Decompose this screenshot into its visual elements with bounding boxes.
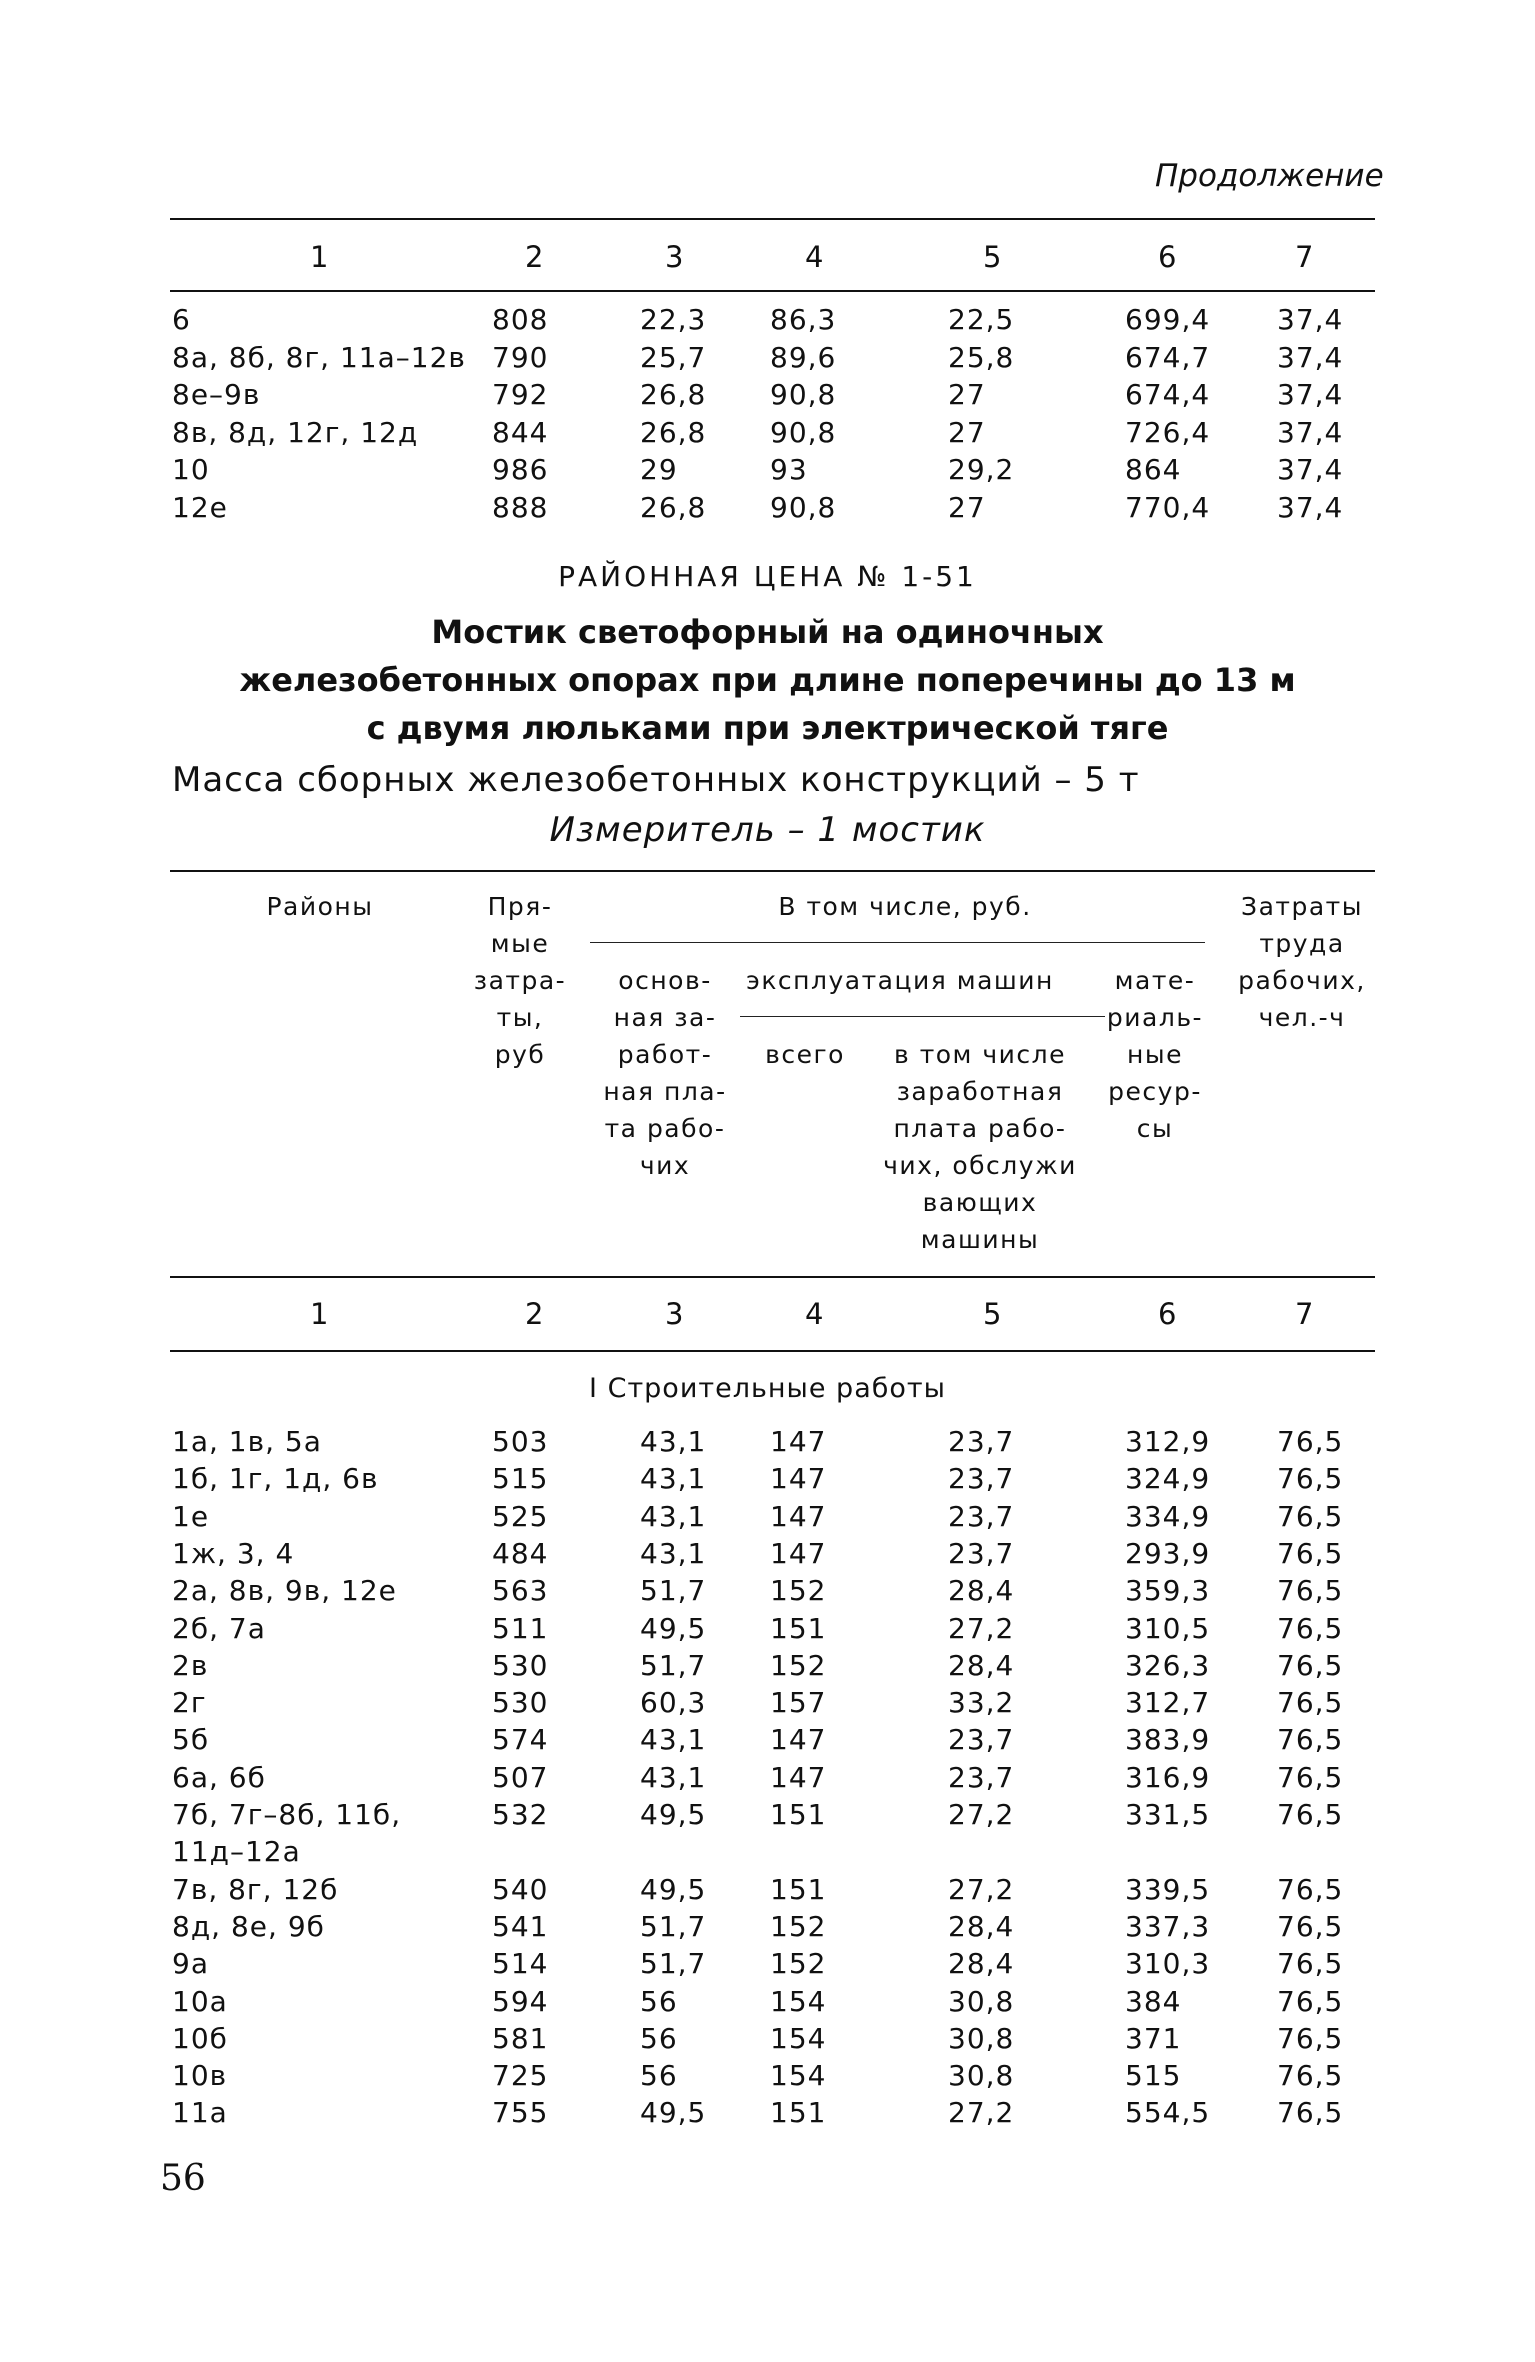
value-cell: 755 (492, 2096, 549, 2130)
value-cell: 339,5 (1125, 1872, 1211, 1906)
value-cell: 76,5 (1277, 1686, 1344, 1720)
value-cell: 792 (492, 378, 549, 411)
value-cell: 484 (492, 1536, 549, 1570)
value-cell: 147 (770, 1499, 827, 1533)
value-cell: 147 (770, 1723, 827, 1757)
value-cell: 37,4 (1277, 378, 1344, 411)
region-cell: 10 (172, 453, 210, 486)
value-cell: 37,4 (1277, 303, 1344, 336)
value-cell: 22,5 (948, 303, 1015, 336)
value-cell: 503 (492, 1425, 549, 1458)
value-cell: 334,9 (1125, 1499, 1211, 1533)
value-cell: 37,4 (1277, 490, 1344, 524)
value-cell: 25,8 (948, 340, 1015, 374)
value-cell: 525 (492, 1499, 549, 1533)
value-cell: 56 (640, 2021, 678, 2055)
region-cell: 5б (172, 1723, 210, 1757)
region-cell: 2г (172, 1686, 207, 1720)
value-cell: 76,5 (1277, 1798, 1344, 1831)
value-cell: 43,1 (640, 1536, 707, 1570)
value-cell: 293,9 (1125, 1536, 1211, 1570)
table1-top-rule (170, 218, 1375, 220)
value-cell: 530 (492, 1648, 549, 1682)
table-row (0, 2096, 1535, 2133)
table2-top-rule (170, 870, 1375, 872)
value-cell: 76,5 (1277, 1909, 1344, 1943)
value-cell: 23,7 (948, 1723, 1015, 1757)
value-cell: 76,5 (1277, 1648, 1344, 1682)
value-cell: 790 (492, 340, 549, 374)
value-cell: 808 (492, 303, 549, 336)
region-cell: 8е–9в (172, 378, 261, 411)
table-row (0, 1649, 1535, 1686)
value-cell: 37,4 (1277, 453, 1344, 486)
value-cell: 76,5 (1277, 2096, 1344, 2130)
region-cell: 1е (172, 1499, 210, 1533)
region-cell: 10а (172, 1984, 228, 2018)
value-cell: 147 (770, 1425, 827, 1458)
value-cell: 49,5 (640, 2096, 707, 2130)
value-cell: 90,8 (770, 415, 837, 449)
section-title: I Строительные работы (589, 1373, 946, 1404)
value-cell: 23,7 (948, 1536, 1015, 1570)
value-cell: 151 (770, 1611, 827, 1645)
header-direct-costs: Пря- мые затра- ты, руб (473, 892, 567, 1069)
value-cell: 76,5 (1277, 1425, 1344, 1458)
table2-col-7: 7 (1295, 1297, 1314, 1331)
value-cell: 23,7 (948, 1462, 1015, 1496)
region-cell: 11а (172, 2096, 228, 2130)
value-cell: 152 (770, 1648, 827, 1682)
title-line-1: Мостик светофорный на одиночных (431, 613, 1104, 651)
value-cell: 76,5 (1277, 1611, 1344, 1645)
value-cell: 725 (492, 2059, 549, 2093)
table2-col-4: 4 (805, 1297, 824, 1331)
header-machines: эксплуатация машин (746, 966, 1054, 995)
value-cell: 563 (492, 1574, 549, 1608)
table-row (0, 1873, 1535, 1910)
region-cell: 6 (172, 303, 191, 336)
value-cell: 147 (770, 1462, 827, 1496)
value-cell: 515 (1125, 2059, 1182, 2093)
region-cell: 10б (172, 2021, 228, 2055)
page-number: 56 (160, 2158, 206, 2199)
value-cell: 312,9 (1125, 1425, 1211, 1458)
value-cell: 554,5 (1125, 2096, 1211, 2130)
value-cell: 27,2 (948, 2096, 1015, 2130)
value-cell: 326,3 (1125, 1648, 1211, 1682)
value-cell: 76,5 (1277, 1723, 1344, 1757)
header-machine-wage: в том числе заработная плата рабо- чих, обслужи вающих машины (883, 1040, 1077, 1254)
region-cell: 2б, 7а (172, 1611, 266, 1645)
table1-col-4: 4 (805, 240, 824, 274)
value-cell: 532 (492, 1798, 549, 1831)
header-rule-machines (740, 1016, 1105, 1017)
region-cell: 1ж, 3, 4 (172, 1536, 295, 1570)
value-cell: 26,8 (640, 378, 707, 411)
value-cell: 154 (770, 2021, 827, 2055)
value-cell: 43,1 (640, 1462, 707, 1496)
table2-col-3: 3 (665, 1297, 684, 1331)
value-cell: 154 (770, 2059, 827, 2093)
value-cell: 312,7 (1125, 1686, 1211, 1720)
value-cell: 726,4 (1125, 415, 1211, 449)
value-cell: 147 (770, 1536, 827, 1570)
table2-col-2: 2 (525, 1297, 544, 1331)
value-cell: 540 (492, 1872, 549, 1906)
value-cell: 76,5 (1277, 1499, 1344, 1533)
table-row (0, 491, 1535, 528)
table1-header-rule (170, 290, 1375, 292)
region-cell: 9а (172, 1947, 209, 1981)
value-cell: 76,5 (1277, 1536, 1344, 1570)
value-cell: 511 (492, 1611, 549, 1645)
value-cell: 33,2 (948, 1686, 1015, 1720)
value-cell: 674,4 (1125, 378, 1211, 411)
value-cell: 86,3 (770, 303, 837, 336)
table1-col-2: 2 (525, 240, 544, 274)
value-cell: 986 (492, 453, 549, 486)
value-cell: 76,5 (1277, 1984, 1344, 2018)
value-cell: 76,5 (1277, 1760, 1344, 1794)
region-cell: 1а, 1в, 5а (172, 1425, 322, 1458)
value-cell: 316,9 (1125, 1760, 1211, 1794)
value-cell: 76,5 (1277, 1947, 1344, 1981)
value-cell: 23,7 (948, 1499, 1015, 1533)
value-cell: 147 (770, 1760, 827, 1794)
table-row (0, 1723, 1535, 1760)
header-materials: мате- риаль- ные ресур- сы (1106, 966, 1204, 1143)
table-row (0, 378, 1535, 415)
value-cell: 51,7 (640, 1648, 707, 1682)
value-cell: 514 (492, 1947, 549, 1981)
value-cell: 157 (770, 1686, 827, 1720)
region-cell: 7б, 7г–8б, 11б, (172, 1798, 402, 1831)
value-cell: 384 (1125, 1984, 1182, 2018)
value-cell: 844 (492, 415, 549, 449)
value-cell: 29,2 (948, 453, 1015, 486)
value-cell: 152 (770, 1947, 827, 1981)
table-row (0, 1835, 1535, 1872)
region-cell: 2в (172, 1648, 209, 1682)
value-cell: 51,7 (640, 1947, 707, 1981)
header-regions: Районы (266, 892, 374, 921)
table2-col-6: 6 (1158, 1297, 1177, 1331)
value-cell: 27,2 (948, 1798, 1015, 1831)
value-cell: 530 (492, 1686, 549, 1720)
table-row (0, 341, 1535, 378)
value-cell: 93 (770, 453, 808, 486)
value-cell: 515 (492, 1462, 549, 1496)
value-cell: 22,3 (640, 303, 707, 336)
region-cell: 12е (172, 490, 228, 524)
value-cell: 310,5 (1125, 1611, 1211, 1645)
table1-col-7: 7 (1295, 240, 1314, 274)
value-cell: 56 (640, 2059, 678, 2093)
value-cell: 383,9 (1125, 1723, 1211, 1757)
table2-col-1: 1 (310, 1297, 329, 1331)
header-base-wage: основ- ная за- работ- ная пла- та рабо- чих (603, 966, 727, 1180)
value-cell: 581 (492, 2021, 549, 2055)
value-cell: 30,8 (948, 2059, 1015, 2093)
header-rule-including (590, 942, 1205, 943)
value-cell: 90,8 (770, 378, 837, 411)
value-cell: 43,1 (640, 1499, 707, 1533)
table-row (0, 1537, 1535, 1574)
value-cell: 76,5 (1277, 1574, 1344, 1608)
region-cell: 8д, 8е, 9б (172, 1909, 325, 1943)
table1-col-3: 3 (665, 240, 684, 274)
table-row (0, 1761, 1535, 1798)
value-cell: 30,8 (948, 2021, 1015, 2055)
value-cell: 37,4 (1277, 415, 1344, 449)
value-cell: 699,4 (1125, 303, 1211, 336)
table-row (0, 1462, 1535, 1499)
table2-numbers-rule (170, 1350, 1375, 1352)
header-machine-total: всего (765, 1040, 845, 1069)
value-cell: 26,8 (640, 415, 707, 449)
value-cell: 43,1 (640, 1425, 707, 1458)
value-cell: 51,7 (640, 1574, 707, 1608)
value-cell: 23,7 (948, 1425, 1015, 1458)
value-cell: 26,8 (640, 490, 707, 524)
value-cell: 76,5 (1277, 1872, 1344, 1906)
value-cell: 151 (770, 2096, 827, 2130)
value-cell: 864 (1125, 453, 1182, 486)
value-cell: 770,4 (1125, 490, 1211, 524)
value-cell: 507 (492, 1760, 549, 1794)
value-cell: 27,2 (948, 1611, 1015, 1645)
table2-header-rule (170, 1276, 1375, 1278)
value-cell: 49,5 (640, 1872, 707, 1906)
value-cell: 23,7 (948, 1760, 1015, 1794)
value-cell: 674,7 (1125, 340, 1211, 374)
table-row (0, 1425, 1535, 1462)
value-cell: 371 (1125, 2021, 1182, 2055)
region-cell: 8а, 8б, 8г, 11а–12в (172, 340, 466, 374)
table1-col-5: 5 (983, 240, 1002, 274)
value-cell: 60,3 (640, 1686, 707, 1720)
value-cell: 76,5 (1277, 2021, 1344, 2055)
value-cell: 310,3 (1125, 1947, 1211, 1981)
title-line-3: с двумя люльками при электрической тяге (366, 709, 1169, 747)
value-cell: 49,5 (640, 1798, 707, 1831)
value-cell: 541 (492, 1909, 549, 1943)
table-row (0, 1947, 1535, 1984)
table1-col-1: 1 (310, 240, 329, 274)
value-cell: 49,5 (640, 1611, 707, 1645)
table-row (0, 303, 1535, 340)
region-cell: 11д–12а (172, 1835, 301, 1869)
table-row (0, 1574, 1535, 1611)
table-row (0, 1500, 1535, 1537)
value-cell: 574 (492, 1723, 549, 1757)
value-cell: 25,7 (640, 340, 707, 374)
table-row (0, 1798, 1535, 1835)
value-cell: 151 (770, 1872, 827, 1906)
value-cell: 337,3 (1125, 1909, 1211, 1943)
value-cell: 89,6 (770, 340, 837, 374)
value-cell: 37,4 (1277, 340, 1344, 374)
table-row (0, 2022, 1535, 2059)
value-cell: 154 (770, 1984, 827, 2018)
value-cell: 594 (492, 1984, 549, 2018)
value-cell: 76,5 (1277, 2059, 1344, 2093)
region-cell: 8в, 8д, 12г, 12д (172, 415, 419, 449)
value-cell: 27,2 (948, 1872, 1015, 1906)
table1-col-6: 6 (1158, 240, 1177, 274)
region-cell: 10в (172, 2059, 228, 2093)
table-row (0, 1910, 1535, 1947)
header-labor: Затраты труда рабочих, чел.-ч (1238, 892, 1366, 1032)
value-cell: 152 (770, 1574, 827, 1608)
value-cell: 27 (948, 378, 986, 411)
value-cell: 27 (948, 415, 986, 449)
table-row (0, 416, 1535, 453)
value-cell: 30,8 (948, 1984, 1015, 2018)
price-number: РАЙОННАЯ ЦЕНА № 1-51 (558, 560, 977, 593)
region-cell: 1б, 1г, 1д, 6в (172, 1462, 379, 1496)
continuation-label: Продолжение (1155, 158, 1384, 194)
value-cell: 888 (492, 490, 549, 524)
value-cell: 359,3 (1125, 1574, 1211, 1608)
table-row (0, 2059, 1535, 2096)
table2-col-5: 5 (983, 1297, 1002, 1331)
value-cell: 28,4 (948, 1648, 1015, 1682)
value-cell: 28,4 (948, 1947, 1015, 1981)
table-row (0, 1686, 1535, 1723)
measure-line: Измеритель – 1 мостик (549, 810, 986, 850)
value-cell: 324,9 (1125, 1462, 1211, 1496)
value-cell: 43,1 (640, 1760, 707, 1794)
mass-line: Масса сборных железобетонных конструкций – 5 т (172, 760, 1140, 800)
value-cell: 29 (640, 453, 678, 486)
value-cell: 90,8 (770, 490, 837, 524)
value-cell: 51,7 (640, 1909, 707, 1943)
value-cell: 43,1 (640, 1723, 707, 1757)
table-row (0, 1985, 1535, 2022)
value-cell: 152 (770, 1909, 827, 1943)
value-cell: 27 (948, 490, 986, 524)
title-line-2: железобетонных опорах при длине поперечины до 13 м (239, 661, 1296, 699)
region-cell: 6а, 6б (172, 1760, 266, 1794)
value-cell: 331,5 (1125, 1798, 1211, 1831)
value-cell: 76,5 (1277, 1462, 1344, 1496)
value-cell: 28,4 (948, 1909, 1015, 1943)
region-cell: 2а, 8в, 9в, 12е (172, 1574, 397, 1608)
table-row (0, 1612, 1535, 1649)
region-cell: 7в, 8г, 12б (172, 1872, 339, 1906)
value-cell: 28,4 (948, 1574, 1015, 1608)
value-cell: 151 (770, 1798, 827, 1831)
value-cell: 56 (640, 1984, 678, 2018)
table-row (0, 453, 1535, 490)
header-including: В том числе, руб. (778, 892, 1032, 921)
